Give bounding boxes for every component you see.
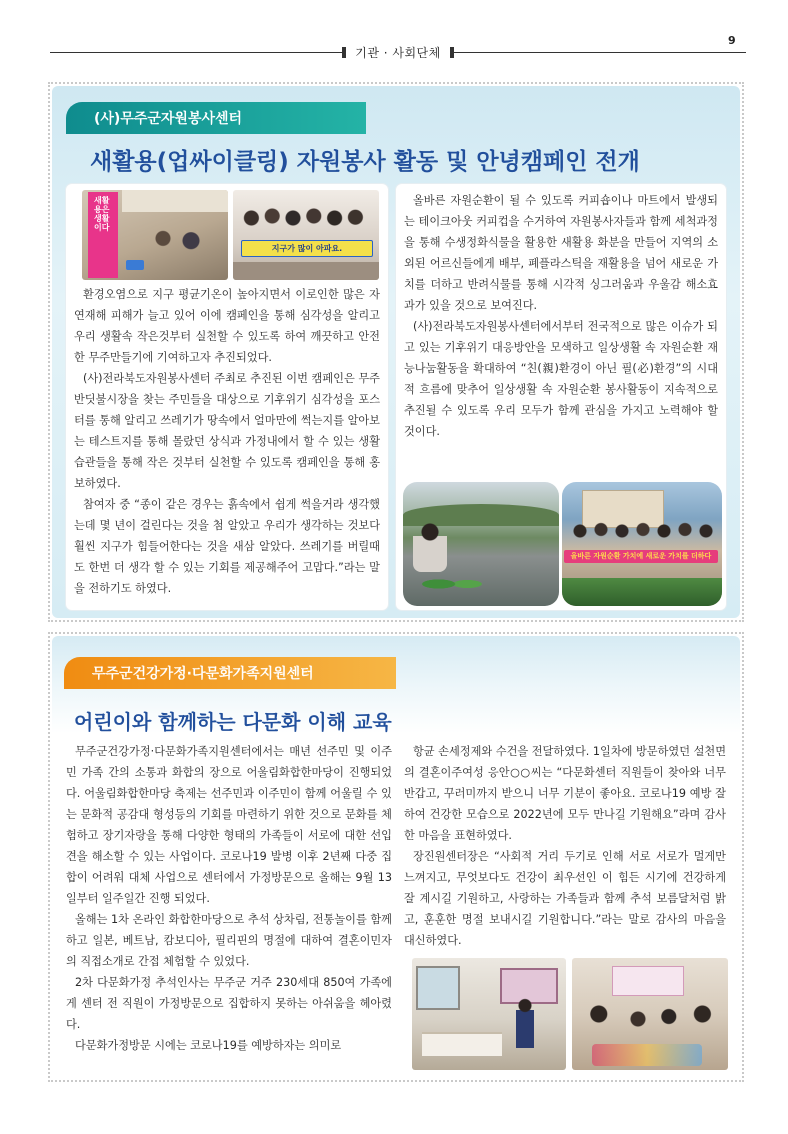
- article1-left-paragraph-1: 환경오염으로 지구 평균기온이 높아지면서 이로인한 많은 자연재해 피해가 늘고 있어 이에 캠페인을 통해 심각성을 알리고 우리 생활속 작은것부터 실천할 수 있도록 하여 깨끗하고 안전한 무주만들기에 기여하고자 추진되었다.: [74, 288, 380, 364]
- article2-right-paragraph-1: 항균 손세정제와 수건을 전달하였다. 1일차에 방문하였던 설천면의 결혼이주여성 응안○○씨는 “다문화센터 직원들이 찾아와 너무 반갑고, 꾸러미까지 받으니 너무 기분이 좋아요. 코로나19 예방 잘하여 건강한 모습으로 2022년에 모두 만나길 기원해요”라며 감사한 마음을 표현하였다.: [404, 745, 726, 842]
- classroom-window: [416, 966, 460, 1010]
- section-label: 기관 · 사회단체: [355, 46, 441, 60]
- booth-sign-text: 새활용은 생활이다: [94, 196, 110, 232]
- group-people: [241, 202, 371, 242]
- booth-people: [142, 220, 212, 266]
- booth-stool: [126, 260, 144, 270]
- article1-headline: 새활용(업싸이클링) 자원봉사 활동 및 안녕캠페인 전개: [90, 149, 640, 175]
- planting-person: [413, 522, 447, 572]
- article2-left-paragraph-1: 무주군건강가정·다문화가족지원센터에서는 매년 선주민 및 이주민 가족 간의 소통과 화합의 장으로 어울림화합한마당이 진행되었다. 어울림화합한마당 축제는 선주민과 이주민이 함께 어울릴 수 있는 문화적 공감대 형성등의 기회를 마련하기 위한 것으로 문화를 체험하고 장기자랑을 통해 다양한 형태의 가족들이 서로에 대한 선입견을 해소할 수 있는 사업이다. 코로나19 발병 이후 2년째 다중 집합이 어려워 대체 사업으로 센터에서 가정방문으로 올해는 9월 13일부터 일주일간 진행 되었다.: [66, 745, 392, 905]
- article2-right-text: [404, 741, 726, 951]
- outdoor-banner: 올바른 자원순환 가치에 새로운 가치를 더하다: [564, 550, 718, 563]
- group-banner: 지구가 많이 아파요.: [241, 240, 373, 257]
- article2-photo-classroom: [412, 958, 566, 1070]
- page-number: 9: [728, 34, 736, 47]
- outdoor-plants: [562, 578, 722, 606]
- article1-org-name: (사)무주군자원봉사센터: [94, 111, 243, 127]
- article1-left-paragraph-3: 참여자 중 “종이 같은 경우는 흙속에서 쉽게 썩을거라 생각했는데 몇 년이 걸린다는 것을 첨 알았고 우리가 생각하는 것보다 훨씬 지구가 힘들어한다는 것을 새삼 알았다. 쓰레기를 버릴때도 한번 더 생각 할 수 있는 기회를 제공해주어 고맙다.”라는 말을 전하기도 하였다.: [74, 498, 380, 595]
- group-floor: [233, 262, 379, 280]
- header-rule-left: [50, 52, 344, 53]
- outdoor-people: [568, 516, 718, 546]
- article1-photo-group: [233, 190, 379, 280]
- article1-photo-planting: [403, 482, 559, 606]
- family-people: [582, 994, 722, 1044]
- article2-right-paragraph-2: 장진원센터장은 “사회적 거리 두기로 인해 서로 서로가 멀게만 느껴지고, 무엇보다도 건강이 최우선인 이 힘든 시기에 건강하게 잘 계시길 기원하고, 사랑하는 가족들과 함께 추석 보름달처럼 밝고, 훈훈한 명절 보내시길 기원합니다.”라는 말로 감사의 마음을 대신하였다.: [404, 850, 726, 947]
- article2-photo-family: [572, 958, 728, 1070]
- article1-right-paragraph-2: (사)전라북도자원봉사센터에서부터 전국적으로 많은 이슈가 되고 있는 기후위기 대응방안을 모색하고 일상생활 속 자원순환 재능나눔활동을 확대하여 “친(親)환경이 아닌 필(必)환경”의 시대적 흐름에 맞추어 일상생활 속 자원순환 봉사활동이 지속적으로 추진될 수 있도록 우리 모두가 함께 관심을 가지고 노력해야 할 것이다.: [404, 320, 718, 438]
- classroom-table: [422, 1032, 502, 1056]
- article2-org-ribbon: [64, 657, 396, 689]
- planting-greens: [417, 570, 489, 598]
- article2-left-paragraph-2: 올해는 1차 온라인 화합한마당으로 추석 상차림, 전통놀이를 함께하고 일본, 베트남, 캄보디아, 필리핀의 명절에 대하여 결혼이민자의 직접소개로 간접 체험할 수 있었다.: [66, 913, 392, 968]
- article1-org-ribbon: [66, 102, 366, 134]
- header-rule-cap-left: [342, 47, 346, 58]
- article1-left-paragraph-2: (사)전라북도자원봉사센터 주최로 추진된 이번 캠페인은 무주반딧불시장을 찾는 주민들을 대상으로 기후위기 심각성을 포스터를 통해 알리고 쓰레기가 땅속에서 얼마만에 썩는지를 알아보는 테스트지를 통해 몰랐던 상식과 가정내에서 할 수 있는 생활습관들을 통해 작은 것부터 실천할 수 있도록 캠페인을 통해 홍보하였다.: [74, 372, 380, 490]
- article1-right-paragraph-1: 올바른 자원순환이 될 수 있도록 커피숍이나 마트에서 발생되는 테이크아웃 커피컵을 수거하여 자원봉사자들과 함께 세척과정을 통해 수생정화식물을 활용한 새활용 화분을 만들어 지역의 소외된 어르신들에게 배부, 폐플라스틱을 재활용을 넘어 새로운 가치를 더하고 반려식물를 통해 시각적 싱그러움과 우울감 해소효과가 있을 것으로 보여진다.: [404, 194, 718, 312]
- article2-left-paragraph-3: 2차 다문화가정 추석인사는 무주군 거주 230세대 850여 가족에게 센터 전 직원이 가정방문으로 집합하지 못하는 아쉬움을 헤아렸다.: [66, 976, 392, 1031]
- article2-left-text: [66, 741, 392, 1056]
- classroom-presenter: [516, 998, 534, 1048]
- article2-left-paragraph-4: 다문화가정방문 시에는 코로나19를 예방하자는 의미로: [75, 1039, 342, 1052]
- article1-left-text: [74, 284, 380, 599]
- article1-photo-booth: [82, 190, 228, 280]
- family-floor-items: [592, 1044, 702, 1066]
- booth-tent: [122, 190, 228, 212]
- article2-headline: 어린이와 함께하는 다문화 이해 교육: [74, 710, 392, 734]
- article1-right-text: [404, 190, 718, 442]
- article1-photo-outdoor-group: [562, 482, 722, 606]
- header-rule-right: [452, 52, 746, 53]
- article2-org-name: 무주군건강가정·다문화가족지원센터: [92, 666, 314, 682]
- family-wall-decor: [612, 966, 684, 996]
